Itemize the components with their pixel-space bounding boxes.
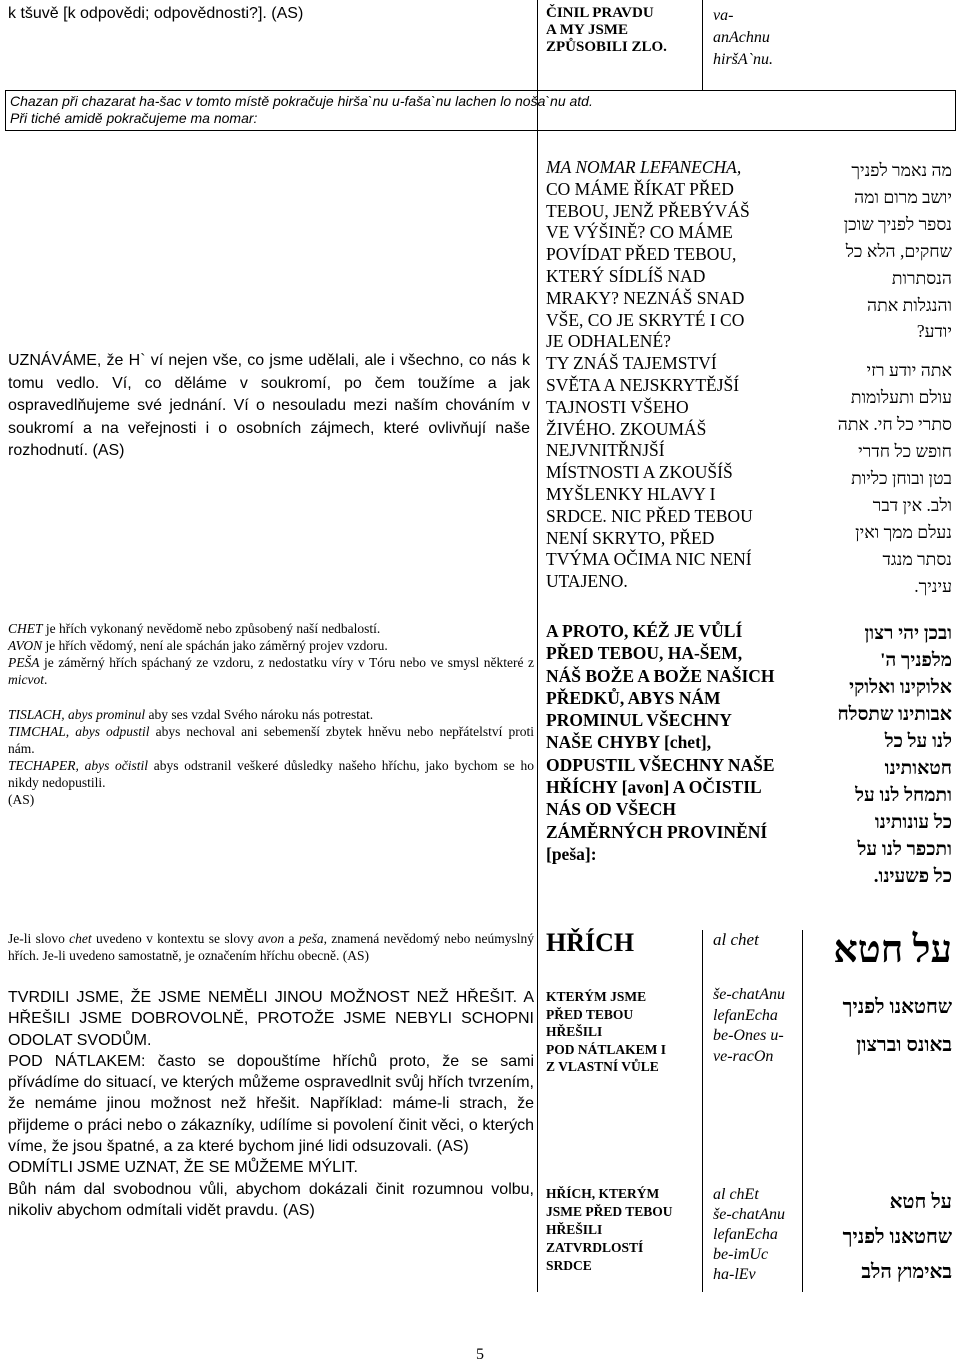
ma-nomar-line: KTERÝ SÍDLÍŠ NAD [546,265,706,286]
ma-nomar-line: NEJVNITŘNJŠÍ [546,440,665,461]
row1-line: HŘEŠILI [546,1024,603,1039]
ma-nomar-line: MYŠLENKY HLAVY I [546,483,716,504]
commentary-pod: POD NÁTLAKEM: často se dopouštíme hříchů proto, že se sami přívádíme do situací, ve kterých můžeme ospravedlnit svůj hřích tvrzením, že nemáme jinou možnost než hřešit. Například: máme-li strach, že přijdeme o práci nebo o zákazníky, udílíme si povolení činit věci, o kterých víme, že jsou špatné, a za které bychom jiné lidi odsuzovali. (AS) [8,1052,535,1156]
hebrew-line: נעלם ממך ואין [855,521,952,542]
uvchen-line: HŘÍCHY [avon] A OČISTIL [546,777,762,798]
row2-translit [713,1185,801,1285]
row2-line: ZATVRDLOSTÍ [546,1240,644,1255]
header-czech: HŘÍCH [546,928,635,957]
hebrew-line: ובכן יהי רצון [864,623,952,644]
hebrew-line: מה נאמר לפניך [851,160,952,180]
hebrew-line: שחטאנו לפניך [842,996,952,1018]
top-mid-line: A MY JSME [546,22,628,38]
ma-nomar-line: POVÍDAT PŘED TEBOU, [546,244,737,265]
row2-line: HŘÍCH, KTERÝM [546,1186,660,1201]
def-timchal: TIMCHAL, abys odpustil abys nechoval ani sebemenší zbytek hněvu nebo nepřátelství proti nám. [8,724,534,756]
row2-line: JSME PŘED TEBOU [546,1204,673,1219]
row2-line: SRDCE [546,1258,592,1273]
note-box-top [5,90,955,91]
row2-line: HŘEŠILI [546,1222,603,1237]
row2-czech [546,1185,700,1275]
uvchen-line: NÁS OD VŠECH [546,799,676,820]
row2-hebrew [806,1185,952,1290]
hebrew-line: שחקים, הלא כל [845,240,952,261]
def-source: (AS) [8,792,35,807]
hebrew-line: אבותינו שתסלח [837,704,952,725]
definitions [8,620,534,808]
commentary-nátlak [8,987,534,1221]
commentary-caps: TVRDILI JSME, ŽE JSME NEMĚLI JINOU MOŽNOST NEŽ HŘEŠIT. A HŘEŠILI JSME DOBROVOLNĚ, PROTOŽE JSME NEBYLI SCHOPNI ODOLAT SVODŮM. [8,989,534,1049]
row1-translit-line: ve-racOn [713,1047,774,1065]
hebrew-line: בטן ובוחן כליות [851,467,952,488]
top-right-line: anAchnu [713,29,770,46]
hebrew-line: באונס וברצון [856,1034,952,1056]
column-rule-middle [702,0,703,90]
def-tislach: TISLACH, abys prominul aby ses vzdal Svého nároku nás potrestat. [8,707,374,722]
commentary-buh: Bůh nám dal svobodnou vůli, abychom dokázali činit rozumnou volbu, nikoliv abychom odmítali vidět pravdu. (AS) [8,1180,534,1219]
hebrew-line: הנסתרות [891,267,952,288]
chazan-note [10,93,950,127]
row1-line: KTERÝM JSME [546,989,647,1004]
row2-translit-line: be-imUc [713,1246,769,1263]
top-right-line: va- [713,7,734,24]
ma-nomar-line: NENÍ SKRYTO, PŘED [546,527,715,548]
row1-czech [546,988,700,1076]
hebrew-line: נסתר מנגד [882,548,952,569]
hebrew-line: כל עונותינו [874,812,952,833]
uvchen-line: PŘEDKŮ, ABYS NÁM [546,687,721,708]
def-avon: AVON je hřích vědomý, není ale spáchán jako záměrný projev vzdoru. [8,638,388,653]
def-techaper: TECHAPER, abys očistil abys odstranil veškeré důsledky našeho hříchu, jako bychom se ho nikdy nedopustili. [8,758,534,790]
ma-nomar-line: TY ZNÁŠ TAJEMSTVÍ [546,353,717,374]
row2-translit-line: ha-lEv [713,1266,756,1283]
uvchen-line: A PROTO, KÉŽ JE VŮLÍ [546,621,743,641]
ma-nomar-line: TEBOU, JENŽ PŘEBÝVÁŠ [546,200,750,221]
uvchen-line: ZÁMĚRNÝCH PROVINĚNÍ [546,821,768,842]
row1-translit-line: be-Ones u- [713,1027,784,1044]
hebrew-line: כל פשעינו. [873,866,952,887]
row1-translit [713,985,801,1067]
column-rule-left [537,0,538,1292]
row2-translit-line: al chEt [713,1186,759,1203]
note-box-right [955,90,956,131]
hebrew-line: באימוץ הלב [861,1261,952,1283]
hebrew-line: חופש כל חדרי [858,441,952,462]
ma-nomar-line: JE ODHALENÉ? [546,331,671,352]
row1-line: PŘED TEBOU [546,1006,634,1022]
hebrew-line: ולב. אין דבר [872,494,952,515]
ma-nomar-line: MRAKY? NEZNÁŠ SNAD [546,287,745,308]
header-translit: al chet [713,930,759,949]
hebrew-line: מלפניך ה' [880,650,952,671]
ma-nomar-hebrew [806,157,952,600]
top-right-lines [713,5,833,71]
ma-nomar-line: MÍSTNOSTI A ZKOUŠÍŠ [546,462,733,483]
hebrew-line: חטאותינו [884,758,952,779]
hebrew-line: על חטא [889,1191,952,1213]
row1-line: POD NÁTLAKEM I [546,1041,667,1057]
hebrew-line: ותכפר לנו על [857,839,952,860]
hebrew-line: והנגלות אתה [867,294,952,315]
ma-nomar-line: SRDCE. NIC PŘED TEBOU [546,505,753,526]
top-mid-line: ČINIL PRAVDU [546,5,654,21]
uvchen-hebrew [806,620,952,890]
ma-nomar-line: CO MÁME ŘÍKAT PŘED [546,178,734,199]
hebrew-line: לנו על כל [884,731,952,752]
avon-note: Je-li slovo chet uvedeno v kontextu se slovy avon a peša, znamená nevědomý nebo neúmyslný hřích. Je-li uvedeno samostatně, je označením hříchu obecně. (AS) [8,931,535,963]
row1-translit-line: še-chatAnu [713,986,785,1003]
note-box-left [5,90,6,131]
top-left-line: k tšuvě [k odpovědi; odpovědnosti?]. (AS) [8,5,304,22]
hebrew-line: אתה יודע רזי [866,360,952,381]
hebrew-line: עולם ותעלומות [850,387,952,408]
ma-nomar-line: MA NOMAR LEFANECHA, [546,157,742,177]
hebrew-line: סתרי כל חי. אתה [837,414,952,435]
ma-nomar-line: VE VÝŠINĚ? CO MÁME [546,222,733,243]
hebrew-line: יושב מרום ומה [854,186,952,207]
ma-nomar-line: UTAJENO. [546,571,628,592]
row2-translit-line: lefanEcha [713,1226,778,1243]
ma-nomar-line: SVĚTA A NEJSKRYTĚJŠÍ [546,374,740,395]
def-chet: CHET je hřích vykonaný nevědomě nebo způsobený naší nedbalostí. [8,621,381,636]
top-middle-lines [546,5,696,56]
page-number: 5 [476,1346,484,1363]
uvchen-line: PROMINUL VŠECHNY [546,710,732,731]
header-hebrew: על חטא [833,929,952,971]
hebrew-line: עיניך. [914,575,952,596]
chazan-note-line2: Při tiché amidě pokračujeme ma nomar: [10,110,258,126]
uvchen-line: [peša]: [546,843,597,864]
note-box-bottom [5,130,955,131]
hebrew-line: נספר לפניך שוכן [843,213,952,234]
top-mid-line: ZPŮSOBILI ZLO. [546,39,667,55]
column-rule-middle-lower [702,930,703,1292]
row2-translit-line: še-chatAnu [713,1206,785,1223]
row1-translit-line: lefanEcha [713,1006,778,1024]
commentary-odmitli: ODMÍTLI JSME UZNAT, ŽE SE MŮŽEME MÝLIT. [8,1159,358,1177]
ma-nomar-line: VŠE, CO JE SKRYTÉ I CO [546,309,745,330]
chazan-note-line1: Chazan při chazarat ha-šac v tomto místě pokračuje hirša`nu u-faša`nu lachen lo noša`nu atd. [10,93,593,109]
hebrew-line: אלוקינו ואלוקי [849,677,952,698]
ma-nomar-czech [546,157,806,593]
uvchen-line: NÁŠ BOŽE A BOŽE NAŠICH [546,665,775,686]
uznavame-paragraph: UZNÁVÁME, že H` ví nejen vše, co jsme udělali, ale i všechno, co nás k tomu vedlo. Ví, co děláme v soukromí, po čem toužíme a jak ospravedlňujeme své jednání. Ví o nesouladu mezi naším chováním v soukromí a na veřejnosti i o osobních zájmech, které ovlivňují naše rozhodnutí. (AS) [8,352,530,459]
uvchen-line: PŘED TEBOU, HA-ŠEM, [546,643,743,664]
hebrew-line: יודע? [916,321,952,342]
def-pesa: PEŠA je záměrný hřích spáchaný ze vzdoru, z nedostatku víry v Tóru nebo ve smysl některé z micvot. [8,655,534,687]
hebrew-line: ותמחל לנו על [855,785,952,806]
hebrew-line: שחטאנו לפניך [842,1226,952,1248]
ma-nomar-line: ŽIVÉHO. ZKOUMÁŠ [546,418,707,439]
ma-nomar-line: TAJNOSTI VŠEHO [546,396,689,417]
uvchen-line: ODPUSTIL VŠECHNY NAŠE [546,754,775,775]
ma-nomar-line: TVÝMA OČIMA NIC NENÍ [546,549,752,570]
row1-hebrew [806,988,952,1064]
uvchen-czech [546,620,806,865]
row1-line: Z VLASTNÍ VŮLE [546,1059,659,1074]
column-rule-right [802,930,803,1292]
top-right-line: hiršA`nu. [713,51,773,68]
uvchen-line: NAŠE CHYBY [chet], [546,732,712,753]
